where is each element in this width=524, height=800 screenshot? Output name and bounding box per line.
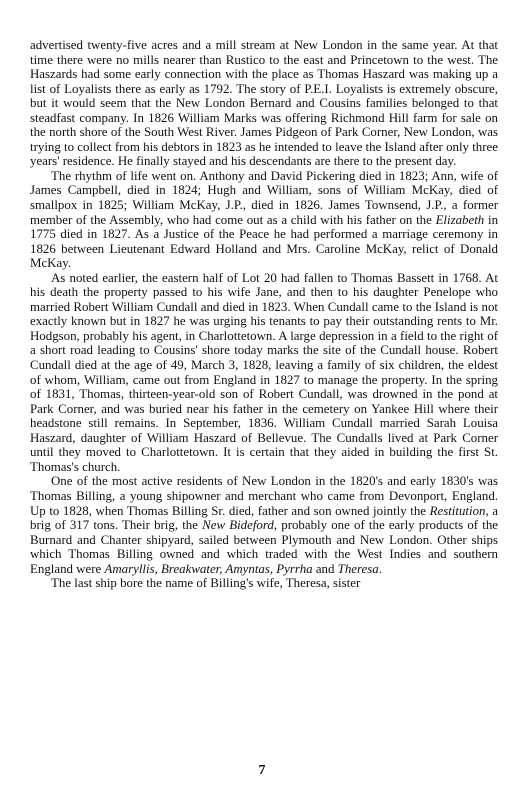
text-run: As noted earlier, the eastern half of Lot 20 had fallen to Thomas Bassett in 1768. At his death the property passed to his wife Jane, and then to his daughter Penelope who married Robert William Cundall and died in 1823. When Cundall came to the Island is not exactly known but in 1827 he was urging his tenants to pay their outstanding rents to Mr. Hodgson, probably his agent, in Charlottetown. A large depression in a field to the right of a short road leading to Cousins' shore today marks the site of the Cundall house. Robert Cundall died at the age of 49, March 3, 1828, leaving a family of six children, the eldest of whom, William, came out from England in 1827 to manage the property. In the spring of 1831, Thomas, thirteen-year-old son of Robert Cundall, was drowned in the pond at Park Corner, and was buried near his father in the cemetery on Yankee Hill where their headstone still remains. In September, 1836. William Cundall married Sarah Louisa Haszard, daughter of William Haszard of Bellevue. The Cundalls lived at Park Corner until they moved to Charlottetown. It is certain that they aided in building the first St. Thomas's church. <box>30 270 498 474</box>
body-text <box>30 38 498 591</box>
paragraph <box>30 38 498 169</box>
text-run: , probably one of the early products of the Burnard and Chanter shipyard, sailed between Plymouth and New London. Other ships which Thomas Billing owned and which traded with the West Indies and southern England were <box>30 518 498 576</box>
paragraph <box>30 474 498 576</box>
page-number: 7 <box>258 763 266 778</box>
text-run: , a brig of 317 tons. Their brig, the <box>30 503 498 533</box>
text-run: and <box>312 561 338 576</box>
ship-names: Amaryllis, Breakwater, Amyntas, Pyrrha <box>104 561 313 576</box>
ship-name: New Bideford <box>202 518 274 533</box>
text-run: advertised twenty-five acres and a mill stream at New London in the same year. At that time there were no mills nearer than Rustico to the east and Princetown to the west. The Haszards had some early connection with the place as Thomas Haszard was making up a list of Loyalists there as early as 1792. The story of P.E.I. Loyalists is extremely obscure, but it would seem that the New London Bernard and Cousins families belonged to that steadfast company. In 1826 William Marks was offering Richmond Hill farm for sale on the north shore of the South West River. James Pidgeon of Park Corner, New London, was trying to collect from his debtors in 1823 as he intended to leave the Island after only three years' residence. He finally stayed and his descendants are there to the present day. <box>30 38 498 169</box>
paragraph <box>30 169 498 271</box>
text-run: One of the most active residents of New London in the 1820's and early 1830's was Thomas Billing, a young shipowner and merchant who came from Devonport, England. Up to 1828, when Thomas Billing Sr. died, father and son owned jointly the <box>30 474 498 518</box>
ship-name: Restitution <box>429 503 486 518</box>
ship-name: Elizabeth <box>435 212 485 227</box>
paragraph <box>30 271 498 475</box>
text-run: in 1775 died in 1827. As a Justice of the Peace he had performed a marriage ceremony in 1826 between Lieutenant Edward Holland and Mrs. Caroline McKay, relict of Donald McKay. <box>30 212 499 271</box>
paragraph <box>30 576 498 591</box>
text-run: The rhythm of life went on. Anthony and David Pickering died in 1823; Ann, wife of James Campbell, died in 1824; Hugh and William, sons of William McKay, died of smallpox in 1825; William McKay, J.P., died in 1826. James Townsend, J.P., a former member of the Assembly, who had come out as a child with his father on the <box>30 168 498 227</box>
text-run: . <box>378 561 382 576</box>
text-run: The last ship bore the name of Billing's wife, Theresa, sister <box>51 576 361 591</box>
ship-name: Theresa <box>337 561 379 576</box>
